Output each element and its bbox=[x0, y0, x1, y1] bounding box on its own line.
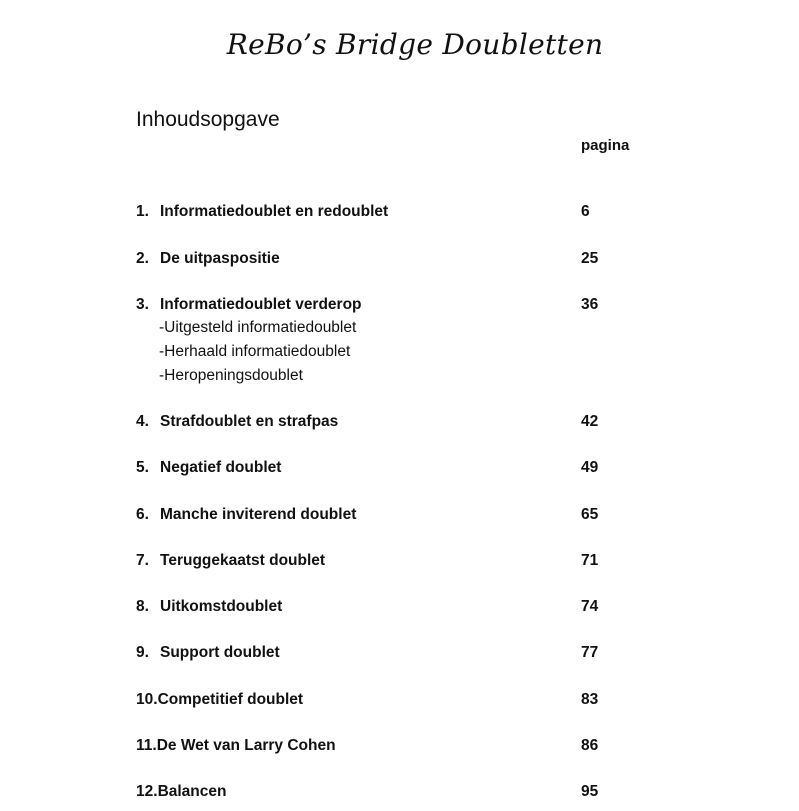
toc-entry bbox=[136, 550, 736, 572]
toc-entry-number: 10. bbox=[136, 691, 158, 708]
toc-entry-page: 83 bbox=[581, 691, 599, 708]
toc-entry-page: 95 bbox=[581, 783, 599, 800]
toc-entry bbox=[136, 248, 736, 270]
toc-entry-page: 74 bbox=[581, 598, 599, 615]
toc-entry-label: Balancen bbox=[157, 783, 227, 800]
toc-subitem: -Heropeningsdoublet bbox=[159, 367, 303, 384]
toc-entry-page: 86 bbox=[581, 737, 599, 754]
toc-entry-label: Informatiedoublet en redoublet bbox=[160, 203, 389, 220]
toc-entry-number: 3. bbox=[136, 296, 149, 313]
toc-entry bbox=[136, 504, 736, 526]
page-column-label: pagina bbox=[581, 137, 630, 154]
toc-entry-label: De Wet van Larry Cohen bbox=[156, 737, 336, 754]
document-title: ReBo’s Bridge Doubletten bbox=[226, 28, 604, 61]
toc-entry bbox=[136, 689, 736, 711]
toc-entry-number: 4. bbox=[136, 413, 149, 430]
toc-entry bbox=[136, 457, 736, 479]
toc-entry-number: 12. bbox=[136, 783, 158, 800]
toc-entry-number: 7. bbox=[136, 552, 149, 569]
toc-entry-label: Negatief doublet bbox=[160, 459, 282, 476]
toc-entry-page: 36 bbox=[581, 296, 599, 313]
toc-entry-label: Informatiedoublet verderop bbox=[160, 296, 362, 313]
toc-entry-page: 65 bbox=[581, 506, 599, 523]
toc-entry-page: 6 bbox=[581, 203, 590, 220]
toc-entry-label: Teruggekaatst doublet bbox=[160, 552, 326, 569]
toc-entry bbox=[136, 201, 736, 223]
toc-entry-page: 49 bbox=[581, 459, 599, 476]
toc-entry-label: Strafdoublet en strafpas bbox=[160, 413, 339, 430]
toc-subitem: -Herhaald informatiedoublet bbox=[159, 343, 351, 360]
toc-entry-page: 25 bbox=[581, 250, 599, 267]
toc-entry bbox=[136, 735, 736, 757]
toc-entry bbox=[136, 411, 736, 433]
toc-entry-number: 11. bbox=[136, 737, 157, 754]
toc-subitem: -Uitgesteld informatiedoublet bbox=[159, 319, 357, 336]
toc-entry-label: De uitpaspositie bbox=[160, 250, 280, 267]
toc-entry-number: 1. bbox=[136, 203, 149, 220]
toc-entry-label: Uitkomstdoublet bbox=[160, 598, 283, 615]
toc-entry-number: 9. bbox=[136, 644, 149, 661]
toc-entry-label: Competitief doublet bbox=[157, 691, 304, 708]
toc-entry-page: 77 bbox=[581, 644, 599, 661]
toc-heading: Inhoudsopgave bbox=[136, 108, 280, 131]
toc-entry-label: Manche inviterend doublet bbox=[160, 506, 357, 523]
toc-entry bbox=[136, 642, 736, 664]
toc-entry-number: 5. bbox=[136, 459, 149, 476]
toc-entry bbox=[136, 596, 736, 618]
toc-entry-number: 2. bbox=[136, 250, 149, 267]
toc-entry-number: 8. bbox=[136, 598, 149, 615]
toc-entry bbox=[136, 294, 736, 388]
toc-entry-page: 71 bbox=[581, 552, 599, 569]
toc-entry-page: 42 bbox=[581, 413, 599, 430]
toc-entry-label: Support doublet bbox=[160, 644, 280, 661]
toc-entry-number: 6. bbox=[136, 506, 149, 523]
toc-entry bbox=[136, 781, 736, 803]
